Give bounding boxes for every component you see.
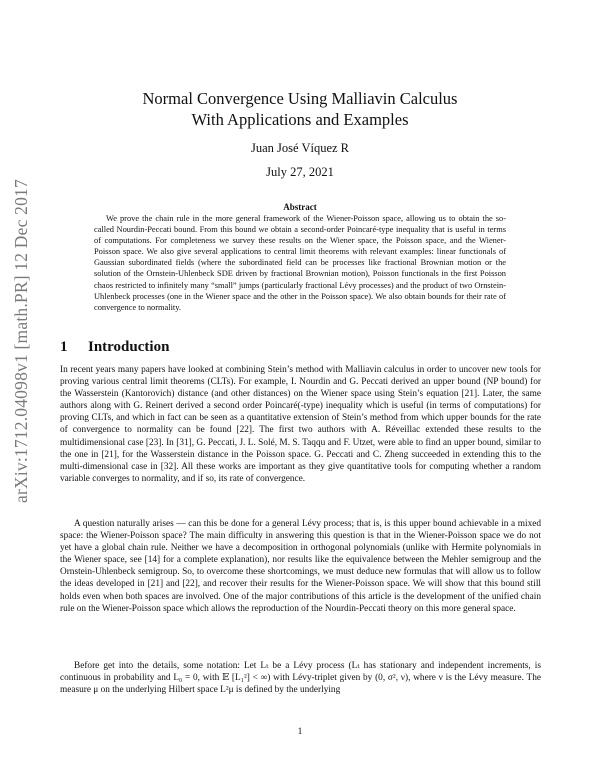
abstract-text: We prove the chain rule in the more general framework of the Wiener-Poisson space, allowing us to obtain the so-called Nourdin-Peccati bound. From this bound we obtain a second-order Poincaré-type inequality that is useful in terms of computations. For completeness we survey these results on the Wiener space, the Poisson space, and the Wiener-Poisson space. We also give several applications to central limit theorems with relevant examples: linear functionals of Gaussian subordinated fields (where the subordinated field can be processes like fractional Brownian motion or the solution of the Ornstein-Uhlenbeck SDE driven by fractional Brownian motion), Poisson functionals in the first Poisson chaos restricted to infinitely many “small” jumps (particularly fractional Lévy processes) and the product of two Ornstein-Uhlenbeck processes (one in the Wiener space and the other in the Poisson space). We also obtain bounds for their rate of convergence to normality. [94,214,506,312]
abstract-heading: Abstract [283,202,317,212]
title-line-2: With Applications and Examples [191,110,409,129]
paragraph-1: In recent years many papers have looked at combining Stein’s method with Malliavin calculus in order to uncover new tools for proving various central limit theorems (CLTs). For example, I. Nourdin and G. Peccati derived an upper bound (NP bound) for the Wasserstein (Kantorovich) distance (and other distances) on the Wiener space using Stein’s equation [21]. Later, the same authors along with G. Reinert derived a second order Poincaré(-type) inequality which is useful (in terms of computations) for proving CLTs, and which in fact can be seen as a quantitative extension of Stein’s method from which upper bounds for the rate of convergence to normality can be found [22]. The first two authors with A. Réveillac extended these results to the multidimensional case [23]. In [31], G. Peccati, J. L. Solé, M. S. Taqqu and F. Utzet, were able to find an upper bound, similar to the one in [21], for the Wasserstein distance in the Poisson space. G. Peccati and C. Zheng succeeded in extending this to the multi-dimensional case in [32]. All these works are important as they give quantitative tools for computing whether a random variable converges to normality, and if so, its rate of convergence. [60,365,541,484]
page-number: 1 [297,727,303,737]
title-line-1: Normal Convergence Using Malliavin Calculus [142,89,458,108]
paper-title [0,88,600,130]
paragraph-3: Before get into the details, some notation: Let Lₜ be a Lévy process (Lₜ has stationary and independent increments, is continuous in probability and L₀ = 0, with 𝔼 [L₁²] < ∞) with Lévy-triplet given by (0, σ², ν), where ν is the Lévy measure. The measure μ on the underlying Hilbert space L²μ is defined by the underlying [60,661,541,696]
arxiv-stamp: arXiv:1712.04098v1 [math.PR] 12 Dec 2017 [11,179,31,503]
section-title: Introduction [88,339,170,355]
date: July 27, 2021 [266,165,334,179]
section-heading [60,339,169,356]
author: Juan José Víquez R [250,141,350,155]
section-number: 1 [60,339,68,355]
paragraph-2: A question naturally arises — can this be done for a general Lévy process; that is, is this upper bound achievable in a mixed space: the Wiener-Poisson space? The main difficulty in answering this question is that in the Wiener-Poisson space we do not yet have a global chain rule. Neither we have a decomposition in orthogonal polynomials (unlike with Hermite polynomials in the Wiener space, see [14] for a complete explanation), nor results like the equivalence between the Mehler semigroup and the Ornstein-Uhlenbeck semigroup. So, to overcome these shortcomings, we must deduce new formulas that will allow us to follow the ideas developed in [21] and [22], and recover their results for the Wiener-Poisson space. We will show that this bound still holds even when both spaces are involved. One of the major contributions of this article is the development of the unified chain rule on the Wiener-Poisson space which allows the reproduction of the Nourdin-Peccati theory on this more general space. [60,519,541,614]
